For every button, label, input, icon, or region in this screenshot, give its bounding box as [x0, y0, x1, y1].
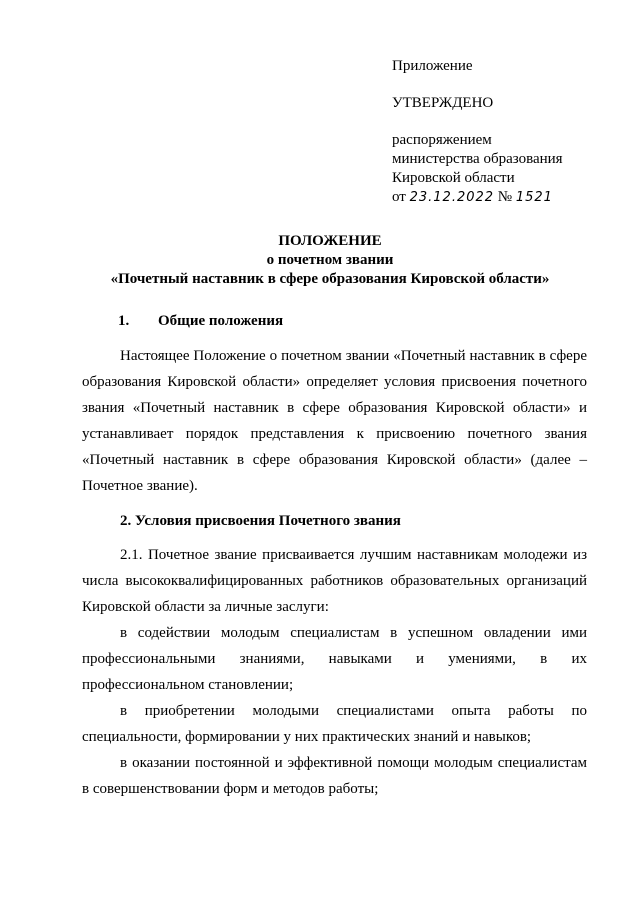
section-2-heading: 2. Условия присвоения Почетного звания [120, 513, 401, 529]
order-line-3: Кировской области [392, 170, 515, 186]
approval-block [392, 57, 612, 207]
order-line-2: министерства образования [392, 151, 563, 167]
title-sub-2: «Почетный наставник в сфере образования Кировской области» [110, 271, 550, 287]
section-1-heading [82, 311, 587, 331]
approved-label: УТВЕРЖДЕНО [392, 95, 494, 111]
section-1-number: 1. [118, 313, 130, 329]
section-2-body [82, 542, 587, 802]
number-prefix: № [497, 189, 513, 205]
section-2-paragraph-3: в приобретении молодыми специалистами опыта работы по специальности, формировании у них практических знаний и навыков; [82, 703, 587, 745]
title-main: ПОЛОЖЕНИЕ [278, 233, 382, 249]
order-date: 23.12.2022 [409, 190, 495, 205]
section-1-title: Общие положения [158, 313, 284, 329]
order-date-line [392, 188, 612, 207]
appendix-label: Приложение [392, 58, 473, 74]
section-2-paragraph-2: в содействии молодым специалистам в успешном овладении ими профессиональными знаниями, навыками и умениями, в их профессиональном становлении; [82, 625, 587, 693]
title-sub-1: о почетном звании [266, 252, 394, 268]
order-number: 1521 [515, 190, 553, 205]
section-2-paragraph-1: 2.1. Почетное звание присваивается лучшим наставникам молодежи из числа высококвалифицированных работников образовательных организаций Кировской области за личные заслуги: [82, 547, 587, 615]
section-2-paragraph-4: в оказании постоянной и эффективной помощи молодым специалистам в совершенствовании форм и методов работы; [82, 755, 587, 797]
order-line-1: распоряжением [392, 132, 492, 148]
section-1-body [82, 343, 587, 499]
document-title [70, 232, 590, 289]
section-1-paragraph: Настоящее Положение о почетном звании «Почетный наставник в сфере образования Кировской области» определяет условия присвоения почетного звания «Почетный наставник в сфере образования Кировской области» и устанавливает порядок представления к присвоению почетного звания «Почетный наставник в сфере образования Кировской области» (далее – Почетное звание). [82, 348, 587, 494]
date-prefix: от [392, 189, 406, 205]
